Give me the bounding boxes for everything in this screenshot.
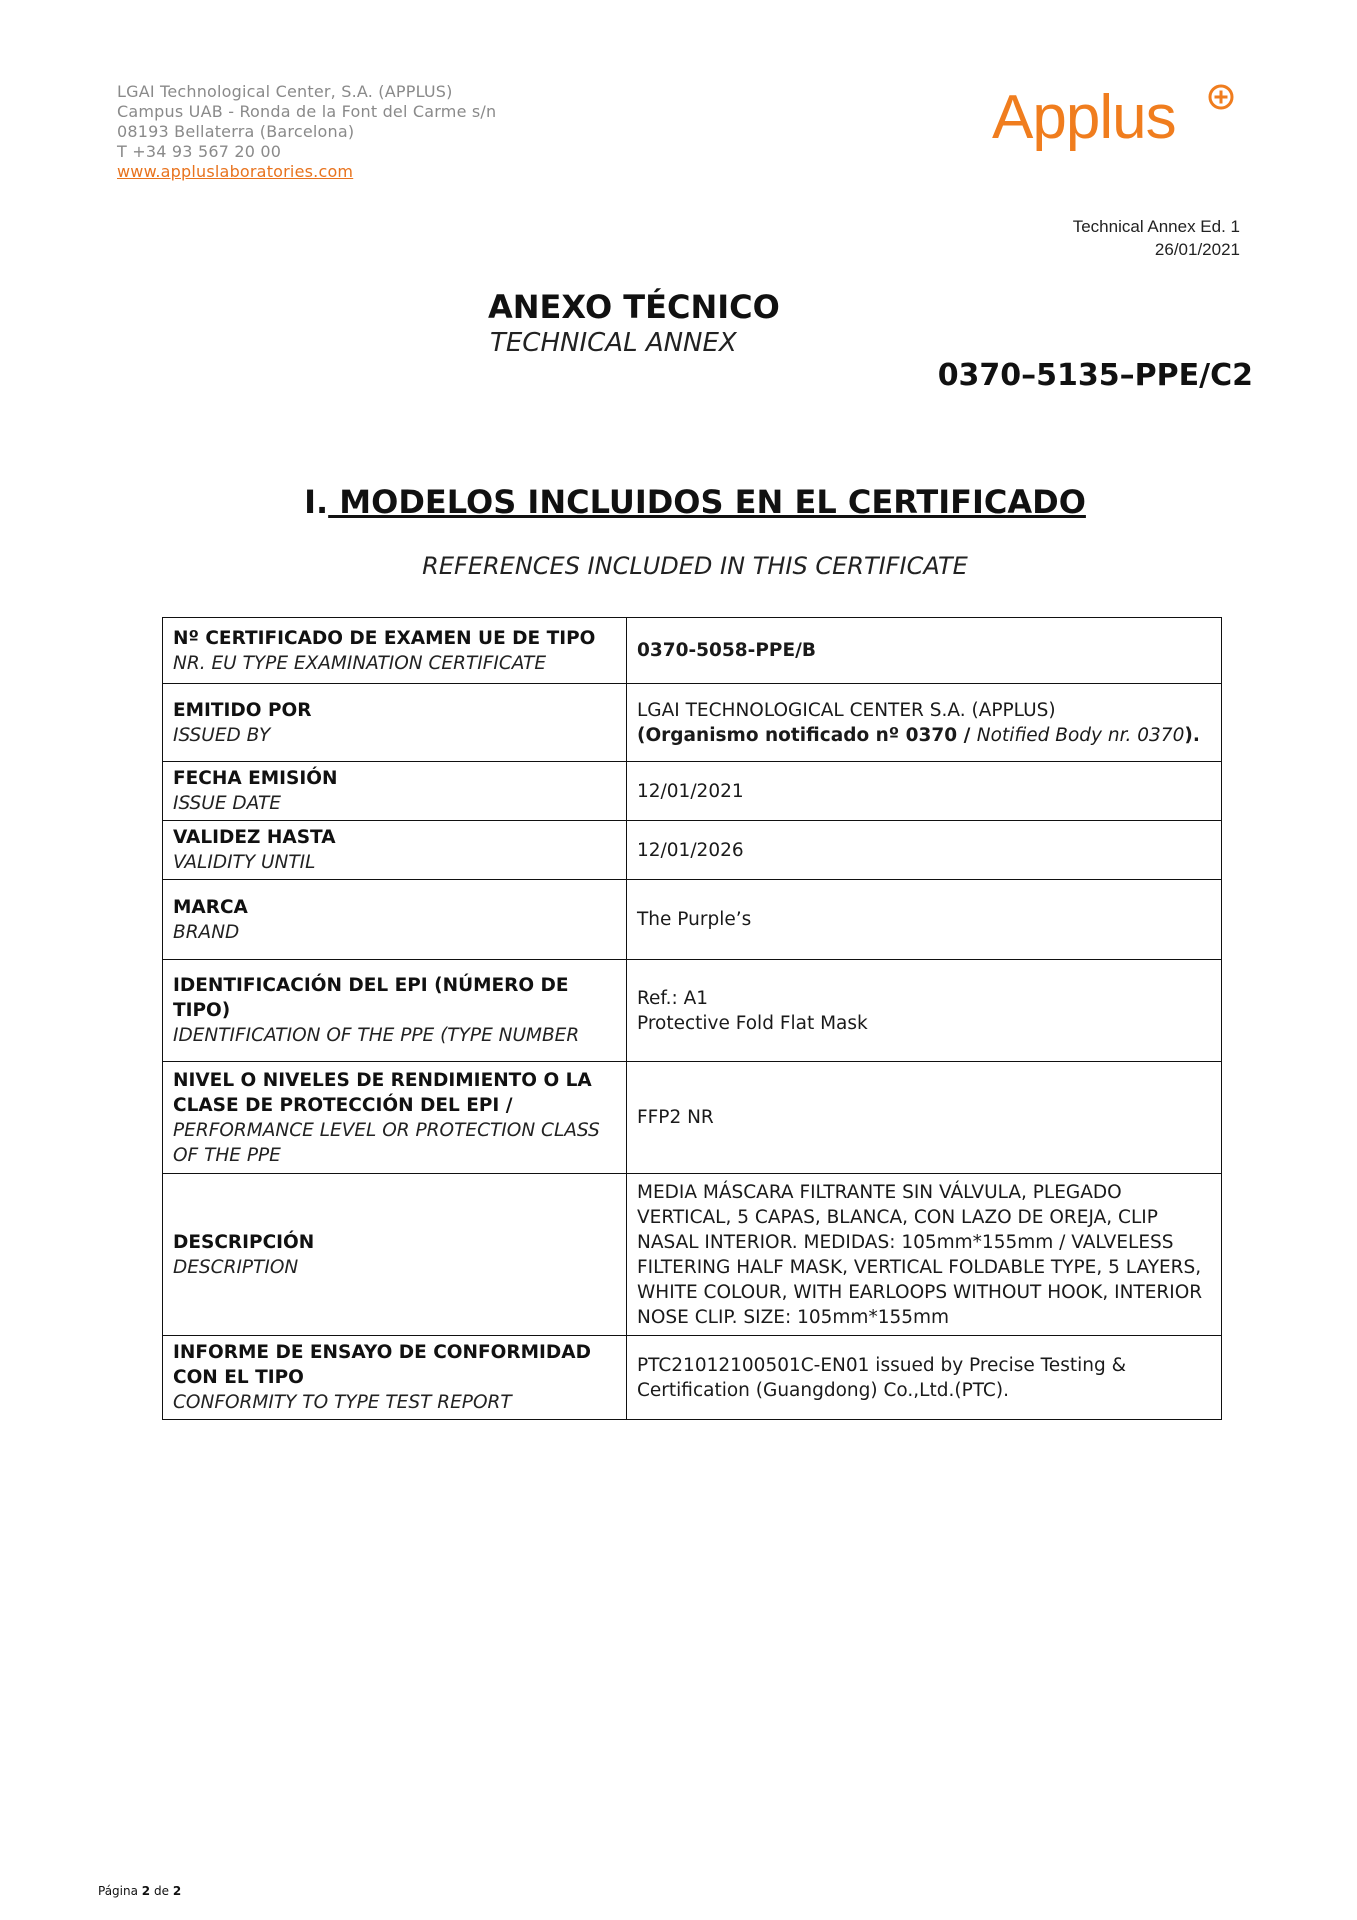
- row-label: [163, 960, 627, 1062]
- issuer-name: LGAI TECHNOLOGICAL CENTER S.A. (APPLUS): [637, 699, 1056, 721]
- row-label: [163, 684, 627, 762]
- row-label: [163, 1336, 627, 1420]
- applus-logo: [992, 78, 1252, 168]
- table-row: [163, 880, 1222, 960]
- current-page: 2: [141, 1884, 151, 1898]
- label-english: CONFORMITY TO TYPE TEST REPORT: [173, 1392, 512, 1413]
- website-link[interactable]: www.appluslaboratories.com: [117, 162, 354, 181]
- row-value: [627, 684, 1222, 762]
- row-label: [163, 1062, 627, 1174]
- label-spanish: VALIDEZ HASTA: [173, 827, 336, 848]
- notified-body: [637, 723, 1211, 748]
- label-spanish: IDENTIFICACIÓN DEL EPI (NÚMERO DE TIPO): [173, 975, 569, 1021]
- brand-value: The Purple’s: [627, 880, 1222, 960]
- label-english: VALIDITY UNTIL: [173, 852, 316, 873]
- label-spanish: Nº CERTIFICADO DE EXAMEN UE DE TIPO: [173, 627, 596, 649]
- ppe-model: Protective Fold Flat Mask: [637, 1012, 868, 1034]
- notified-body-en: Notified Body nr. 0370: [976, 724, 1185, 746]
- section-heading: [0, 483, 1357, 521]
- cert-number-value: 0370-5058-PPE/B: [637, 640, 816, 661]
- table-row: [163, 821, 1222, 880]
- label-spanish: MARCA: [173, 896, 248, 918]
- section-subheading: REFERENCES INCLUDED IN THIS CERTIFICATE: [422, 552, 968, 580]
- label-english: ISSUED BY: [173, 724, 271, 746]
- row-label: [163, 880, 627, 960]
- label-english: PERFORMANCE LEVEL OR PROTECTION CLASS OF THE PPE: [173, 1119, 600, 1166]
- table-row: [163, 1174, 1222, 1336]
- label-english: DESCRIPTION: [173, 1256, 299, 1278]
- annex-date: 26/01/2021: [1154, 240, 1240, 259]
- table-row: [163, 762, 1222, 821]
- row-label: [163, 821, 627, 880]
- label-spanish: INFORME DE ENSAYO DE CONFORMIDAD CON EL TIPO: [173, 1342, 591, 1388]
- lab-address: [117, 82, 496, 182]
- label-spanish: DESCRIPCIÓN: [173, 1231, 315, 1253]
- section-number: I.: [304, 483, 329, 521]
- annex-reference: [1073, 215, 1240, 261]
- description-value: MEDIA MÁSCARA FILTRANTE SIN VÁLVULA, PLEGADO VERTICAL, 5 CAPAS, BLANCA, CON LAZO DE OREJA, CLIP NASAL INTERIOR. MEDIDAS: 105mm*155mm / VALVELESS FILTERING HALF MASK, VERTICAL FOLDABLE TYPE, 5 LAYERS, WHITE COLOUR, WITH EARLOOPS WITHOUT HOOK, INTERIOR NOSE CLIP. SIZE: 105mm*155mm: [627, 1174, 1222, 1336]
- of-word: de: [153, 1884, 169, 1898]
- test-report-value: PTC21012100501C-EN01 issued by Precise Testing & Certification (Guangdong) Co.,Ltd.(PTC).: [627, 1336, 1222, 1420]
- table-row: [163, 960, 1222, 1062]
- ppe-reference: Ref.: A1: [637, 987, 708, 1009]
- row-value: [627, 960, 1222, 1062]
- label-spanish: NIVEL O NIVELES DE RENDIMIENTO O LA CLASE DE PROTECCIÓN DEL EPI /: [173, 1069, 592, 1116]
- label-english: ISSUE DATE: [173, 793, 281, 814]
- address-line: T +34 93 567 20 00: [117, 142, 282, 161]
- references-table: [162, 617, 1222, 1420]
- validity-value: 12/01/2026: [627, 821, 1222, 880]
- table-row: [163, 1336, 1222, 1420]
- section-title: MODELOS INCLUIDOS EN EL CERTIFICADO: [328, 483, 1086, 521]
- page-number: [98, 1884, 181, 1898]
- label-english: BRAND: [173, 921, 240, 943]
- address-line: LGAI Technological Center, S.A. (APPLUS): [117, 82, 453, 101]
- total-pages: 2: [172, 1884, 182, 1898]
- performance-value: FFP2 NR: [627, 1062, 1222, 1174]
- address-line: Campus UAB - Ronda de la Font del Carme s/n: [117, 102, 497, 121]
- row-label: [163, 762, 627, 821]
- label-english: NR. EU TYPE EXAMINATION CERTIFICATE: [173, 652, 547, 674]
- table-row: [163, 684, 1222, 762]
- row-label: [163, 1174, 627, 1336]
- logo-wordmark: Applus: [992, 83, 1176, 152]
- table-row: [163, 1062, 1222, 1174]
- label-spanish: EMITIDO POR: [173, 699, 312, 721]
- row-value: [627, 618, 1222, 684]
- certificate-code: 0370–5135–PPE/C2: [937, 358, 1253, 393]
- notified-body-close: ).: [1184, 724, 1200, 746]
- notified-body-es: (Organismo notificado nº 0370 /: [637, 724, 977, 746]
- label-spanish: FECHA EMISIÓN: [173, 768, 338, 789]
- page-title-english: TECHNICAL ANNEX: [490, 328, 737, 358]
- row-label: [163, 618, 627, 684]
- page-title: ANEXO TÉCNICO: [488, 288, 780, 326]
- annex-edition: Technical Annex Ed. 1: [1072, 217, 1240, 236]
- table-row: [163, 618, 1222, 684]
- page-word: Página: [98, 1884, 138, 1898]
- plus-circle-icon: [1208, 84, 1234, 110]
- label-english: IDENTIFICATION OF THE PPE (TYPE NUMBER: [173, 1025, 580, 1046]
- address-line: 08193 Bellaterra (Barcelona): [117, 122, 355, 141]
- issue-date-value: 12/01/2021: [627, 762, 1222, 821]
